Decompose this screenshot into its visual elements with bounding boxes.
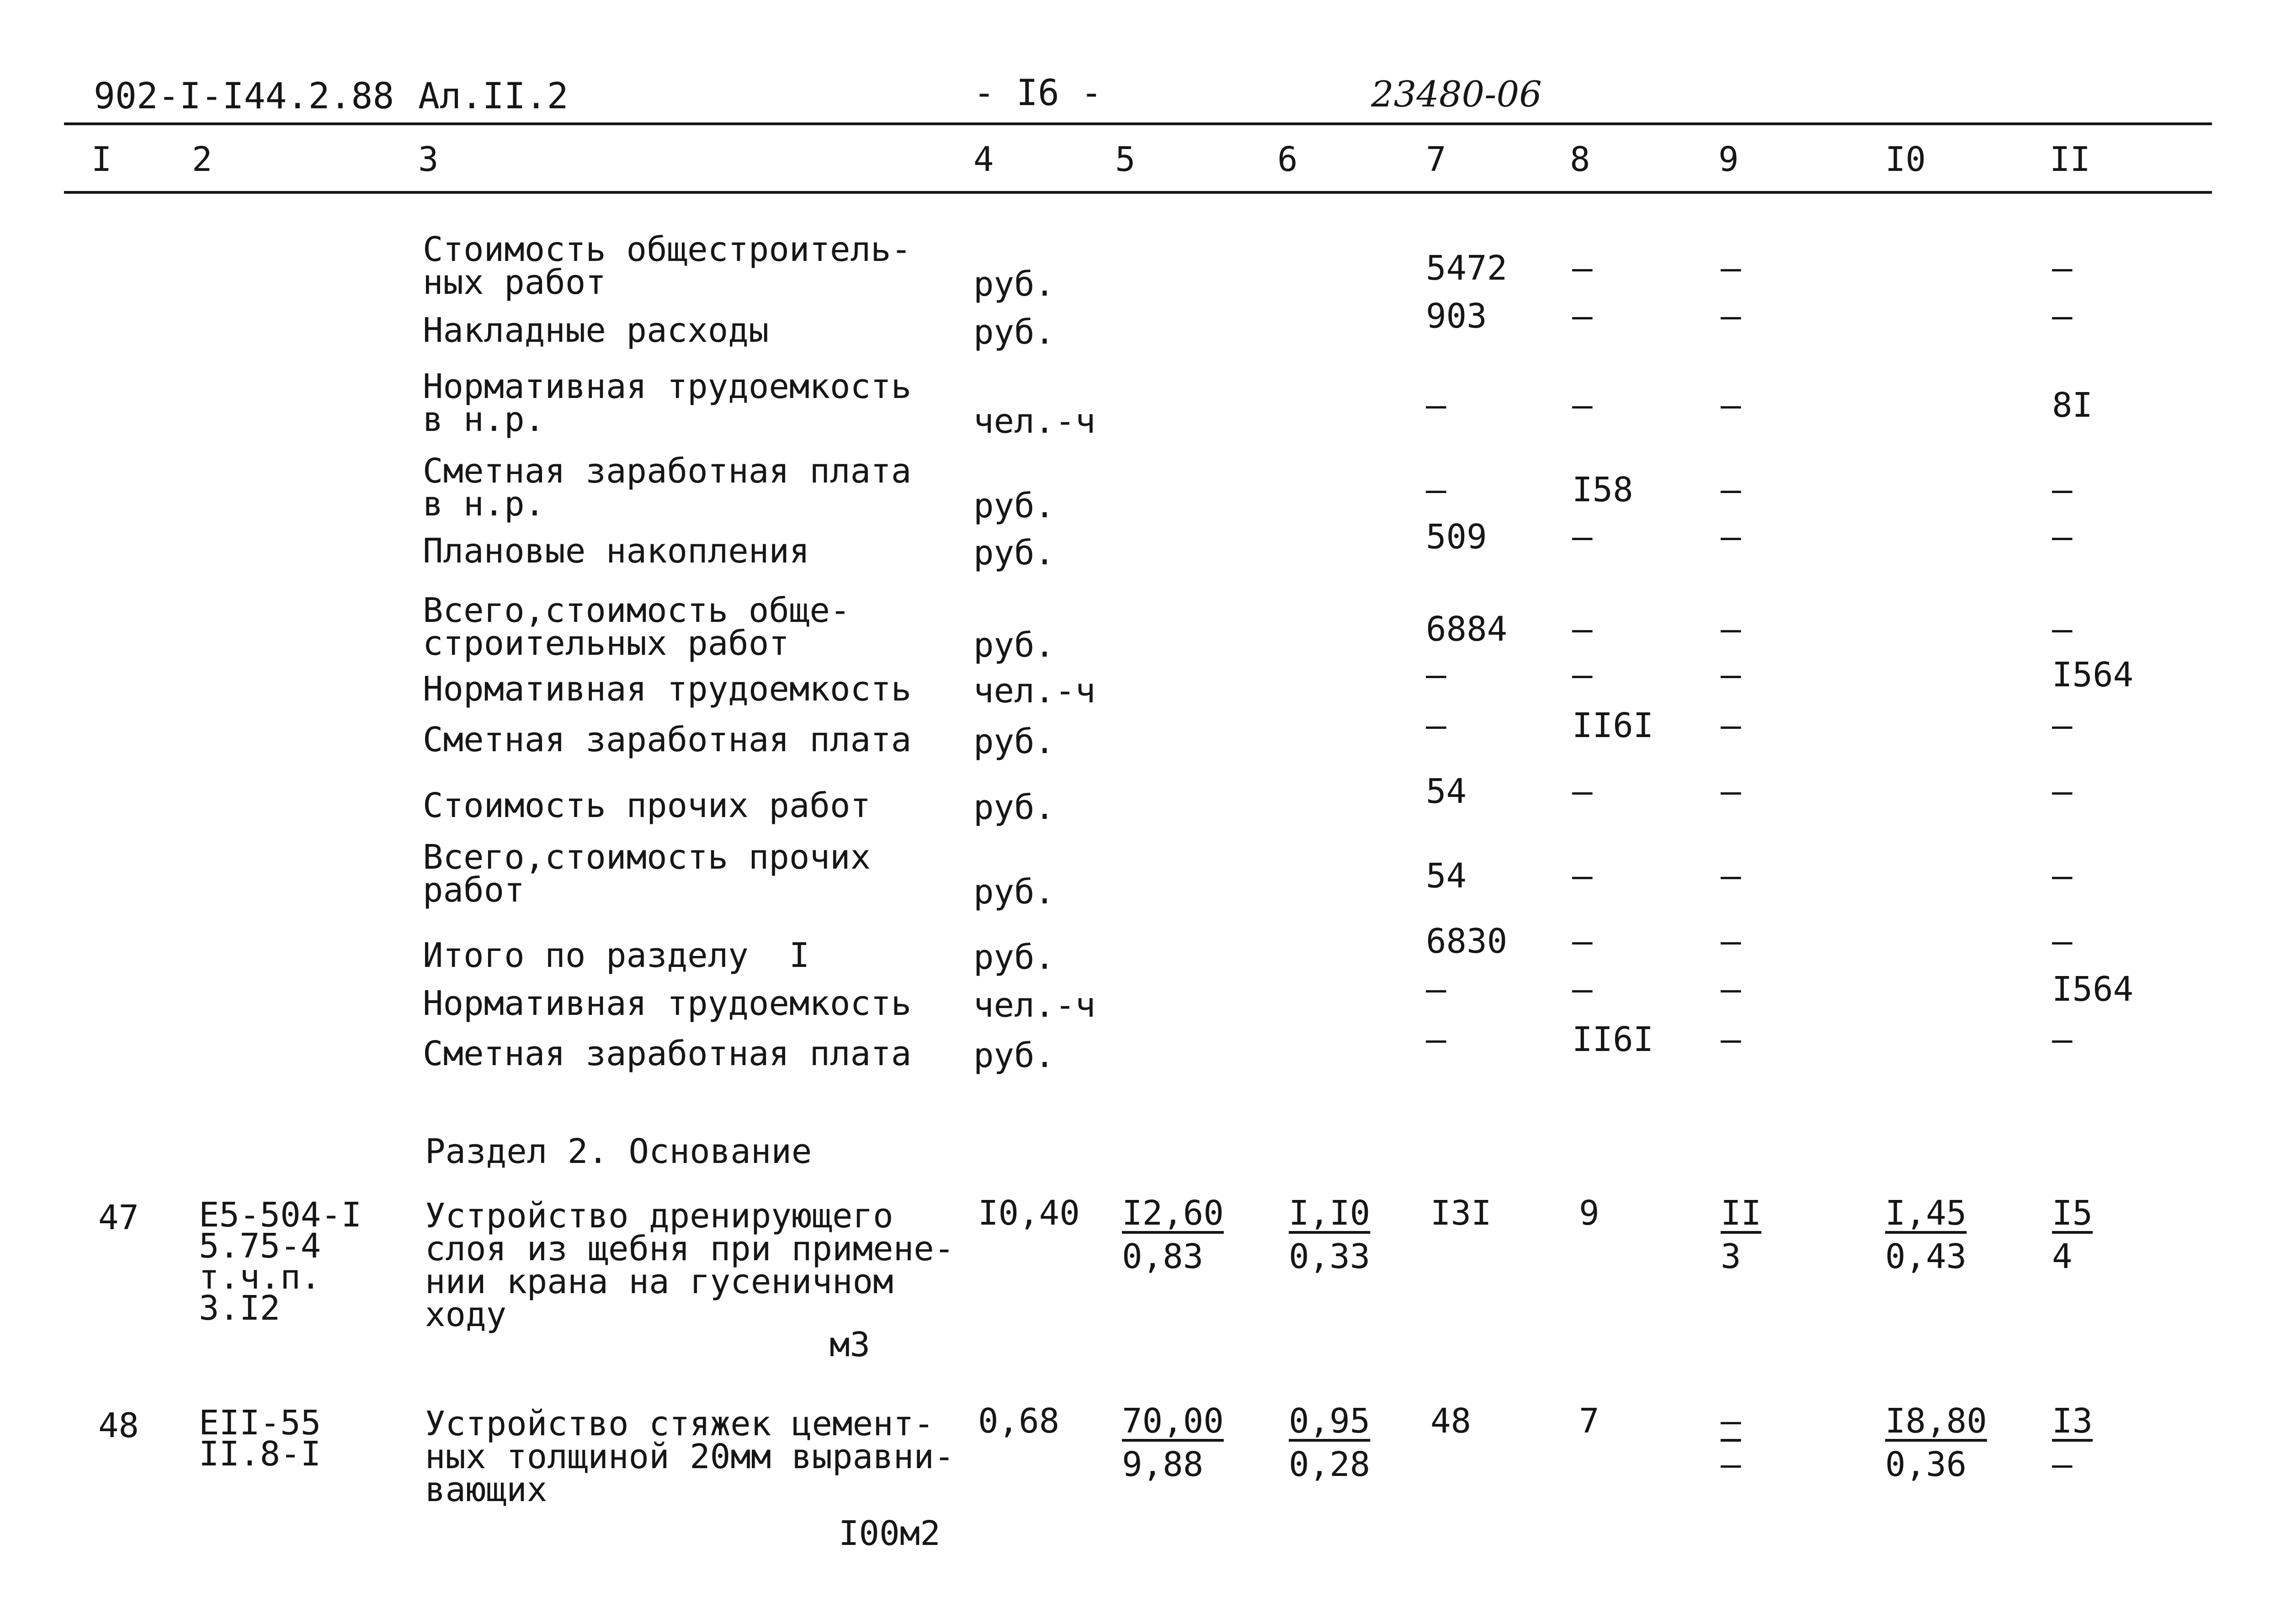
item-number: 47 xyxy=(98,1198,139,1237)
item-col6-bottom: 0,28 xyxy=(1289,1445,1371,1484)
summary-col9: – xyxy=(1721,386,1741,425)
summary-col9: – xyxy=(1721,470,1741,509)
item-col10-bottom: 0,43 xyxy=(1885,1237,1967,1276)
summary-col7: – xyxy=(1426,470,1446,509)
summary-col7: 5472 xyxy=(1426,249,1508,288)
summary-unit: чел.-ч xyxy=(973,986,1096,1025)
item-col7: I3I xyxy=(1430,1194,1492,1233)
summary-col11: I564 xyxy=(2052,655,2134,695)
summary-col7: 903 xyxy=(1426,297,1487,336)
item-col11-bottom: – xyxy=(2052,1445,2073,1484)
column-header-8: 8 xyxy=(1570,140,1590,179)
page-number: - I6 - xyxy=(973,73,1102,114)
summary-col7: 6830 xyxy=(1426,922,1508,961)
summary-unit: руб. xyxy=(973,788,1055,827)
summary-col7: 509 xyxy=(1426,517,1487,557)
item-unit: I00м2 xyxy=(839,1514,941,1553)
item-col5-top: 70,00 xyxy=(1122,1401,1224,1441)
summary-col9: – xyxy=(1721,922,1741,961)
column-header-2: 2 xyxy=(192,140,213,179)
item-col5-bottom: 0,83 xyxy=(1122,1237,1204,1276)
item-col10-top: I,45 xyxy=(1885,1194,1967,1233)
column-header-10: I0 xyxy=(1885,140,1926,179)
summary-col8: – xyxy=(1572,970,1593,1009)
summary-col11: – xyxy=(2052,297,2073,336)
summary-unit: руб. xyxy=(973,626,1055,665)
summary-col9: – xyxy=(1721,706,1741,745)
summary-name: Сметная заработная плата xyxy=(423,1034,912,1073)
summary-col8: – xyxy=(1572,386,1593,425)
summary-col11: – xyxy=(2052,706,2073,745)
summary-col8: – xyxy=(1572,249,1593,288)
summary-col11: – xyxy=(2052,856,2073,896)
summary-col11: – xyxy=(2052,610,2073,649)
summary-name: Накладные расходы xyxy=(423,311,769,350)
item-col8: 7 xyxy=(1579,1401,1600,1441)
summary-col9: – xyxy=(1721,249,1741,288)
item-col9-bottom: – xyxy=(1721,1445,1741,1484)
item-name: Устройство дренирующего слоя из щебня при примене- нии крана на гусеничном ходу xyxy=(425,1196,955,1334)
section-title: Раздел 2. Основание xyxy=(425,1132,812,1171)
item-col7: 48 xyxy=(1430,1401,1472,1441)
item-col6-bottom: 0,33 xyxy=(1289,1237,1371,1276)
summary-col8: – xyxy=(1572,655,1593,695)
item-col9-bottom: 3 xyxy=(1721,1237,1741,1276)
summary-col8: – xyxy=(1572,517,1593,557)
item-col11-top: I5 xyxy=(2052,1194,2093,1233)
summary-unit: руб. xyxy=(973,938,1055,977)
item-col6-top: I,I0 xyxy=(1289,1194,1371,1233)
summary-col11: – xyxy=(2052,249,2073,288)
summary-col11: – xyxy=(2052,517,2073,557)
table-header-rule xyxy=(64,191,2212,194)
summary-unit: руб. xyxy=(973,486,1055,525)
summary-col11: – xyxy=(2052,470,2073,509)
summary-col9: – xyxy=(1721,970,1741,1009)
summary-col9: – xyxy=(1721,610,1741,649)
item-number: 48 xyxy=(98,1406,139,1445)
item-col6-top: 0,95 xyxy=(1289,1401,1371,1441)
summary-col9: – xyxy=(1721,772,1741,811)
summary-name: Плановые накопления xyxy=(423,531,810,571)
summary-unit: руб. xyxy=(973,265,1055,304)
album-reference: Ал.II.2 xyxy=(418,76,569,117)
summary-col11: – xyxy=(2052,772,2073,811)
column-header-4: 4 xyxy=(973,140,994,179)
summary-col7: – xyxy=(1426,1020,1446,1059)
summary-col11: 8I xyxy=(2052,386,2093,425)
summary-name: Нормативная трудоемкость xyxy=(423,984,912,1023)
summary-name: Нормативная трудоемкость xyxy=(423,669,912,709)
item-code: Е5-504-I 5.75-4 т.ч.п. 3.I2 xyxy=(199,1195,362,1328)
column-header-6: 6 xyxy=(1277,140,1298,179)
summary-unit: руб. xyxy=(973,533,1055,573)
summary-name: Всего,стоимость прочих работ xyxy=(423,838,871,910)
item-name: Устройство стяжек цемент- ных толщиной 20мм выравни- вающих xyxy=(425,1404,955,1509)
summary-col7: – xyxy=(1426,706,1446,745)
summary-unit: чел.-ч xyxy=(973,671,1096,711)
summary-unit: руб. xyxy=(973,1036,1055,1075)
summary-col9: – xyxy=(1721,297,1741,336)
summary-col9: – xyxy=(1721,655,1741,695)
summary-name: Сметная заработная плата xyxy=(423,720,912,759)
column-header-9: 9 xyxy=(1718,140,1739,179)
summary-col9: – xyxy=(1721,1020,1741,1059)
summary-name: Стоимость общестроитель- ных работ xyxy=(423,230,912,302)
item-unit: м3 xyxy=(829,1325,871,1364)
summary-col9: – xyxy=(1721,856,1741,896)
summary-col7: – xyxy=(1426,655,1446,695)
summary-col8: – xyxy=(1572,297,1593,336)
item-col9-top: – xyxy=(1721,1401,1741,1441)
summary-unit: чел.-ч xyxy=(973,402,1096,441)
summary-col7: 54 xyxy=(1426,772,1467,811)
summary-col7: 54 xyxy=(1426,856,1467,896)
column-header-1: I xyxy=(91,140,112,179)
summary-name: Нормативная трудоемкость в н.р. xyxy=(423,367,912,439)
item-col11-top: I3 xyxy=(2052,1401,2093,1441)
summary-col11: I564 xyxy=(2052,970,2134,1009)
archive-number: 23480-06 xyxy=(1371,74,1542,115)
item-col10-top: I8,80 xyxy=(1885,1401,1987,1441)
summary-col11: – xyxy=(2052,922,2073,961)
summary-name: Всего,стоимость обще- строительных работ xyxy=(423,591,850,663)
summary-name: Стоимость прочих работ xyxy=(423,786,871,825)
summary-col8: – xyxy=(1572,922,1593,961)
summary-col8: II6I xyxy=(1572,706,1654,745)
summary-unit: руб. xyxy=(973,313,1055,352)
summary-col8: – xyxy=(1572,610,1593,649)
summary-name: Сметная заработная плата в н.р. xyxy=(423,451,912,524)
item-code: ЕII-55 II.8-I xyxy=(199,1403,321,1474)
column-header-5: 5 xyxy=(1115,140,1136,179)
summary-name: Итого по разделу I xyxy=(423,936,810,975)
item-col11-bottom: 4 xyxy=(2052,1237,2073,1276)
summary-col7: – xyxy=(1426,970,1446,1009)
summary-col8: II6I xyxy=(1572,1020,1654,1059)
column-header-11: II xyxy=(2050,140,2091,179)
summary-col9: – xyxy=(1721,517,1741,557)
document-code: 902-I-I44.2.88 xyxy=(94,76,394,117)
summary-unit: руб. xyxy=(973,722,1055,761)
item-quantity: 0,68 xyxy=(978,1401,1060,1441)
item-quantity: I0,40 xyxy=(978,1194,1080,1233)
summary-col7: 6884 xyxy=(1426,610,1508,649)
table-top-rule xyxy=(64,122,2212,125)
summary-col7: – xyxy=(1426,386,1446,425)
item-col5-bottom: 9,88 xyxy=(1122,1445,1204,1484)
summary-unit: руб. xyxy=(973,872,1055,912)
item-col9-top: II xyxy=(1721,1194,1762,1233)
summary-col11: – xyxy=(2052,1020,2073,1059)
column-header-3: 3 xyxy=(418,140,439,179)
item-col5-top: I2,60 xyxy=(1122,1194,1224,1233)
item-col10-bottom: 0,36 xyxy=(1885,1445,1967,1484)
column-header-7: 7 xyxy=(1426,140,1446,179)
item-col8: 9 xyxy=(1579,1194,1600,1233)
summary-col8: I58 xyxy=(1572,470,1633,509)
summary-col8: – xyxy=(1572,856,1593,896)
summary-col8: – xyxy=(1572,772,1593,811)
